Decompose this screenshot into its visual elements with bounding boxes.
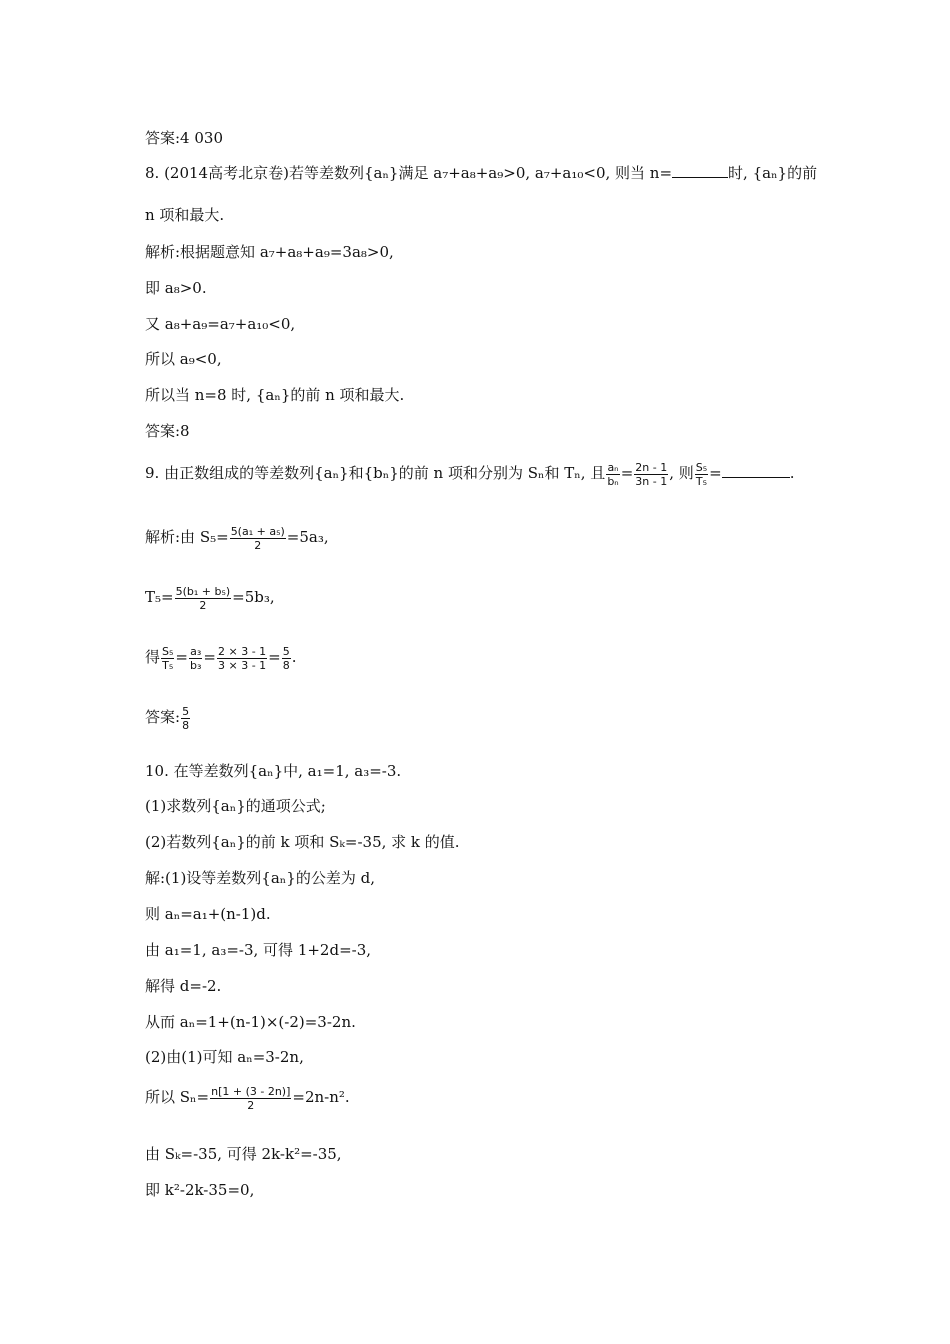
fraction-s5-t5: $\frac{\text{S₅}}{\text{T₅}}$ [695, 460, 708, 488]
answer-7: 答案:4 030 [145, 129, 223, 147]
solution-10-step2: 则 aₙ=a₁+(n-1)d. [145, 905, 271, 923]
fraction-answer: $\frac{5}{8}$ [182, 704, 190, 732]
fraction-an-bn: $\frac{\text{aₙ}}{\text{bₙ}}$ [607, 460, 619, 488]
solution-9-s5: 解析:由 S₅= $\frac{\text{5(a₁ + a₅)}}{2}$ =5a₃, [145, 524, 329, 552]
fraction-calc: $\frac{2 \times 3 - 1}{3 \times 3 - 1}$ [217, 644, 267, 672]
solution-9-t5: T₅= $\frac{\text{5(b₁ + b₅)}}{2}$ =5b₃, [145, 584, 275, 612]
solution-10-step4: 解得 d=-2. [145, 977, 222, 995]
solution-10-step5: 从而 aₙ=1+(n-1)×(-2)=3-2n. [145, 1013, 356, 1031]
solution-10-step8: 即 k²-2k-35=0, [145, 1181, 255, 1199]
question-10: 10. 在等差数列{aₙ}中, a₁=1, a₃=-3. [145, 762, 402, 780]
solution-8-step5: 所以当 n=8 时, {aₙ}的前 n 项和最大. [145, 386, 405, 404]
question-9: 9. 由正数组成的等差数列{aₙ}和{bₙ}的前 n 项和分别为 Sₙ和 Tₙ, 且 $\frac{\text{aₙ}}{\text{bₙ}}$ = $\frac{2n - 1}{3n - 1}$ , 则 $\frac{\text{S₅}}{\text{T₅}}$ = . [145, 460, 795, 488]
solution-8-step1: 解析:根据题意知 a₇+a₈+a₉=3a₈>0, [145, 243, 394, 261]
fraction-result: $\frac{5}{8}$ [282, 644, 290, 672]
solution-10-step1: 解:(1)设等差数列{aₙ}的公差为 d, [145, 869, 375, 887]
solution-10-step7: 由 Sₖ=-35, 可得 2k-k²=-35, [145, 1145, 342, 1163]
question-8-line2: n 项和最大. [145, 206, 225, 224]
fraction-ab3: $\frac{\text{a₃}}{\text{b₃}}$ [190, 644, 202, 672]
q9-text: 9. 由正数组成的等差数列{aₙ}和{bₙ}的前 n 项和分别为 Sₙ和 Tₙ, 且 [145, 464, 606, 482]
fraction-ratio: $\frac{2n - 1}{3n - 1}$ [635, 460, 668, 488]
question-10-part2: (2)若数列{aₙ}的前 k 项和 Sₖ=-35, 求 k 的值. [145, 833, 460, 851]
fraction-s5: $\frac{\text{5(a₁ + a₅)}}{2}$ [230, 524, 285, 552]
question-10-part1: (1)求数列{aₙ}的通项公式; [145, 797, 326, 815]
solution-9-ratio: 得 $\frac{\text{S₅}}{\text{T₅}}$ = $\frac{\text{a₃}}{\text{b₃}}$ = $\frac{2 \times 3 - 1}{3 \times 3 - 1}$ = $\frac{5}{8}$ . [145, 644, 297, 672]
answer-blank[interactable] [672, 163, 728, 178]
answer-8: 答案:8 [145, 422, 190, 440]
solution-8-step2: 即 a₈>0. [145, 279, 207, 297]
solution-10-step6: (2)由(1)可知 aₙ=3-2n, [145, 1048, 304, 1066]
fraction-st: $\frac{\text{S₅}}{\text{T₅}}$ [162, 644, 174, 672]
solution-10-sn: 所以 Sₙ= $\frac{n[1 + (3 - 2n)]}{2}$ =2n-n². [145, 1084, 350, 1112]
fraction-t5: $\frac{\text{5(b₁ + b₅)}}{2}$ [175, 584, 231, 612]
solution-10-step3: 由 a₁=1, a₃=-3, 可得 1+2d=-3, [145, 941, 372, 959]
answer-9: 答案: $\frac{5}{8}$ [145, 704, 190, 732]
solution-8-step4: 所以 a₉<0, [145, 350, 222, 368]
q8-text: 8. (2014高考北京卷)若等差数列{aₙ}满足 a₇+a₈+a₉>0, a₇+a₁₀<0, 则当 n= [145, 164, 673, 182]
q8-text-end: 时, {aₙ}的前 [728, 164, 818, 182]
answer-blank[interactable] [722, 463, 790, 478]
question-8-line1 [145, 163, 817, 183]
fraction-sn: $\frac{n[1 + (3 - 2n)]}{2}$ [211, 1084, 291, 1112]
solution-8-step3: 又 a₈+a₉=a₇+a₁₀<0, [145, 315, 296, 333]
